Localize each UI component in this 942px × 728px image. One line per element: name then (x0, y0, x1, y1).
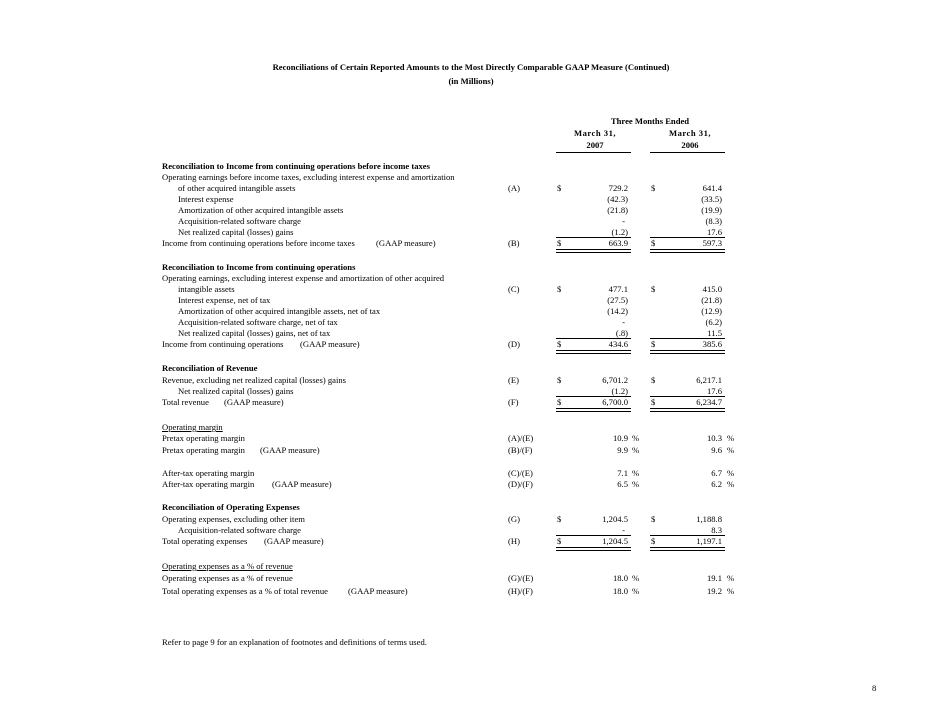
total-double-rule (650, 408, 725, 412)
value-2006: (19.9) (701, 205, 722, 215)
value-2007: 6.5 (617, 479, 628, 489)
value-2006: 415.0 (702, 284, 722, 294)
gaap-measure-label: (GAAP measure) (272, 479, 332, 489)
report-title: Reconciliations of Certain Reported Amounts to the Most Directly Comparable GAAP Measure (Continued) (272, 62, 670, 72)
value-2007: 9.9 (617, 445, 628, 455)
row-label: of other acquired intangible assets (178, 183, 296, 193)
percent-sign: % (727, 573, 735, 583)
col2-header-year: 2006 (681, 140, 699, 150)
section-heading: Reconciliation of Operating Expenses (162, 502, 300, 512)
gaap-measure-label: (GAAP measure) (376, 238, 436, 248)
currency-symbol: $ (557, 238, 562, 248)
value-2007: 6,700.0 (602, 397, 628, 407)
value-2006: 8.3 (711, 525, 722, 535)
row-label: Acquisition-related software charge, net of tax (178, 317, 338, 327)
value-2007: (14.2) (607, 306, 628, 316)
col2-header-rule (650, 152, 725, 153)
value-2007: 1,204.5 (602, 514, 628, 524)
subsection-heading: Operating expenses as a % of revenue (162, 561, 293, 571)
row-label: Net realized capital (losses) gains (178, 227, 294, 237)
percent-sign: % (632, 573, 640, 583)
gaap-measure-label: (GAAP measure) (260, 445, 320, 455)
value-2007: 729.2 (608, 183, 628, 193)
currency-symbol: $ (651, 284, 656, 294)
col1-header-line1: March 31, (573, 128, 617, 138)
subtotal-rule (556, 237, 631, 238)
row-label: Operating expenses as a % of revenue (162, 573, 293, 583)
col2-header-line1: March 31, (668, 128, 712, 138)
value-2006: 10.3 (706, 433, 722, 443)
total-double-rule (650, 547, 725, 551)
row-label: After-tax operating margin (162, 468, 255, 478)
page-number: 8 (872, 683, 877, 693)
value-2007: - (622, 216, 625, 226)
row-label: intangible assets (178, 284, 235, 294)
percent-sign: % (632, 433, 640, 443)
gaap-measure-label: (GAAP measure) (348, 586, 408, 596)
value-2007: - (622, 525, 625, 535)
percent-sign: % (727, 479, 735, 489)
value-2006: 19.2 (706, 586, 722, 596)
currency-symbol: $ (651, 536, 656, 546)
units-note: (in Millions) (448, 76, 494, 86)
subtotal-rule (556, 338, 631, 339)
col1-header-rule (556, 152, 631, 153)
row-reference: (A) (508, 183, 520, 193)
total-double-rule (556, 249, 631, 253)
subtotal-rule (556, 535, 631, 536)
row-reference: (E) (508, 375, 519, 385)
total-double-rule (556, 408, 631, 412)
row-label: Pretax operating margin (162, 445, 245, 455)
total-double-rule (556, 547, 631, 551)
row-reference: (H) (508, 536, 520, 546)
value-2007: 7.1 (617, 468, 628, 478)
row-label: Operating expenses, excluding other item (162, 514, 305, 524)
row-label: Acquisition-related software charge (178, 525, 301, 535)
subsection-heading: Operating margin (162, 422, 223, 432)
row-label: Interest expense, net of tax (178, 295, 271, 305)
section-heading: Reconciliation to Income from continuing operations before income taxes (162, 161, 430, 171)
total-double-rule (650, 249, 725, 253)
value-2007: (1.2) (611, 386, 628, 396)
value-2006: 11.5 (707, 328, 722, 338)
row-reference: (C)/(E) (508, 468, 533, 478)
value-2007: (21.8) (607, 205, 628, 215)
value-2006: 17.6 (706, 227, 722, 237)
row-reference: (G)/(E) (508, 573, 534, 583)
row-reference: (C) (508, 284, 520, 294)
row-label: Total operating expenses (162, 536, 248, 546)
value-2006: 1,197.1 (696, 536, 722, 546)
value-2007: (27.5) (607, 295, 628, 305)
row-label: Amortization of other acquired intangible assets (178, 205, 344, 215)
row-label: Acquisition-related software charge (178, 216, 301, 226)
currency-symbol: $ (651, 183, 656, 193)
currency-symbol: $ (557, 514, 562, 524)
value-2007: 6,701.2 (602, 375, 628, 385)
row-label: Total revenue (162, 397, 209, 407)
value-2006: (21.8) (701, 295, 722, 305)
total-double-rule (650, 350, 725, 354)
currency-symbol: $ (557, 284, 562, 294)
section-heading: Reconciliation of Revenue (162, 363, 258, 373)
value-2007: (.8) (615, 328, 628, 338)
value-2006: 6.2 (711, 479, 722, 489)
row-reference: (D)/(F) (508, 479, 533, 489)
value-2006: 19.1 (706, 573, 722, 583)
value-2006: (12.9) (701, 306, 722, 316)
value-2007: - (622, 317, 625, 327)
percent-sign: % (727, 445, 735, 455)
percent-sign: % (632, 445, 640, 455)
currency-symbol: $ (557, 375, 562, 385)
row-reference: (A)/(E) (508, 433, 534, 443)
row-label: Income from continuing operations before income taxes (162, 238, 355, 248)
value-2006: 17.6 (706, 386, 722, 396)
value-2007: 18.0 (612, 573, 628, 583)
value-2007: 434.6 (608, 339, 628, 349)
value-2007: 663.9 (608, 238, 628, 248)
gaap-measure-label: (GAAP measure) (300, 339, 360, 349)
value-2007: 10.9 (612, 433, 628, 443)
value-2006: 9.6 (711, 445, 722, 455)
value-2006: 1,188.8 (696, 514, 722, 524)
value-2007: (42.3) (607, 194, 628, 204)
value-2006: 597.3 (702, 238, 722, 248)
value-2007: 477.1 (608, 284, 628, 294)
row-label: Interest expense (178, 194, 234, 204)
row-label: Net realized capital (losses) gains, net of tax (178, 328, 331, 338)
section-heading: Reconciliation to Income from continuing operations (162, 262, 356, 272)
subtotal-rule (650, 396, 725, 397)
row-reference: (D) (508, 339, 520, 349)
value-2007: 1,204.5 (602, 536, 628, 546)
row-label: After-tax operating margin (162, 479, 255, 489)
currency-symbol: $ (557, 183, 562, 193)
currency-symbol: $ (651, 375, 656, 385)
gaap-measure-label: (GAAP measure) (264, 536, 324, 546)
footnote-reference: Refer to page 9 for an explanation of footnotes and definitions of terms used. (162, 637, 427, 647)
row-label: Operating earnings, excluding interest expense and amortization of other acquired (162, 273, 445, 283)
value-2006: (33.5) (701, 194, 722, 204)
value-2006: 6,217.1 (696, 375, 722, 385)
row-reference: (G) (508, 514, 520, 524)
value-2007: 18.0 (612, 586, 628, 596)
currency-symbol: $ (557, 397, 562, 407)
currency-symbol: $ (651, 339, 656, 349)
value-2006: (6.2) (705, 317, 722, 327)
value-2007: (1.2) (611, 227, 628, 237)
gaap-measure-label: (GAAP measure) (224, 397, 284, 407)
percent-sign: % (727, 433, 735, 443)
value-2006: 6,234.7 (696, 397, 722, 407)
row-label: Revenue, excluding net realized capital (losses) gains (162, 375, 346, 385)
value-2006: 641.4 (702, 183, 722, 193)
percent-sign: % (727, 468, 735, 478)
row-reference: (H)/(F) (508, 586, 533, 596)
row-label: Net realized capital (losses) gains (178, 386, 294, 396)
currency-symbol: $ (557, 536, 562, 546)
subtotal-rule (556, 396, 631, 397)
value-2006: (8.3) (705, 216, 722, 226)
value-2006: 6.7 (711, 468, 722, 478)
row-reference: (B)/(F) (508, 445, 533, 455)
row-reference: (B) (508, 238, 520, 248)
row-label: Income from continuing operations (162, 339, 284, 349)
subtotal-rule (650, 338, 725, 339)
total-double-rule (556, 350, 631, 354)
currency-symbol: $ (651, 397, 656, 407)
subtotal-rule (650, 535, 725, 536)
percent-sign: % (632, 479, 640, 489)
row-reference: (F) (508, 397, 519, 407)
value-2006: 385.6 (702, 339, 722, 349)
currency-symbol: $ (557, 339, 562, 349)
row-label: Operating earnings before income taxes, excluding interest expense and amortization (162, 172, 455, 182)
period-header: Three Months Ended (610, 116, 690, 126)
currency-symbol: $ (651, 238, 656, 248)
percent-sign: % (727, 586, 735, 596)
subtotal-rule (650, 237, 725, 238)
row-label: Pretax operating margin (162, 433, 245, 443)
percent-sign: % (632, 586, 640, 596)
currency-symbol: $ (651, 514, 656, 524)
row-label: Total operating expenses as a % of total revenue (162, 586, 328, 596)
row-label: Amortization of other acquired intangible assets, net of tax (178, 306, 381, 316)
percent-sign: % (632, 468, 640, 478)
col1-header-year: 2007 (586, 140, 604, 150)
